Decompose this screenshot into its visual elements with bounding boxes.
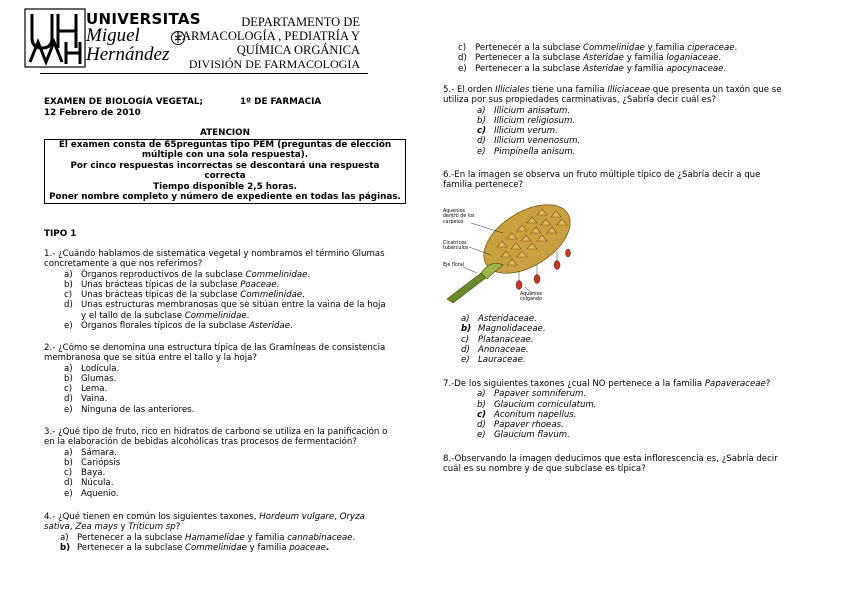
q4-option-b[interactable]: b) Pertenecer a la subclase Commelinidae y familia poaceae. — [60, 542, 330, 553]
dept-line3: QUÍMICA ORGÁNICA — [236, 43, 360, 57]
q2-option-c[interactable]: c) Lema. — [64, 384, 108, 395]
q2-option-a[interactable]: a) Lodícula. — [64, 363, 120, 374]
q3-option-b[interactable]: b) Cariópsis — [64, 457, 121, 468]
exam-date: 12 Febrero de 2010 — [44, 108, 141, 118]
q2-text-line1: 2.- ¿Cómo se denomina una estructura típica de las Gramíneas de consistencia — [44, 343, 386, 353]
atencion-title: ATENCION — [199, 128, 251, 138]
q5-option-b[interactable]: b) Illicium religiosum. — [477, 115, 576, 126]
exam-course: 1º DE FARMACIA — [240, 97, 322, 107]
tipo-heading: TIPO 1 — [44, 229, 77, 239]
q1-text-line1: 1.- ¿Cuándo hablamos de sistemática vegetal y nombramos el término Glumas — [44, 249, 385, 259]
question-3 — [44, 427, 408, 499]
q4-text-line2: sativa, Zea mays y Triticum sp? — [44, 522, 181, 533]
question-7 — [443, 379, 811, 441]
question-4-continued — [458, 43, 828, 74]
q5-option-a[interactable]: a) Illicium anisatum. — [477, 105, 571, 116]
q6-option-e[interactable]: e) Lauraceae. — [461, 355, 526, 366]
atencion-line3: Por cinco respuestas incorrectas se descontará una respuesta — [70, 160, 380, 171]
q1-option-a[interactable]: a) Órganos reproductivos de la subclase Commelinidae. — [64, 269, 311, 280]
atencion-line5: Tiempo disponible 2,5 horas. — [153, 181, 297, 192]
atencion-line4: correcta — [204, 171, 246, 182]
univ-line2: Miguel — [86, 25, 140, 46]
q3-text-line2: en la elaboración de bebidas alcohólicas tras procesos de fermentación? — [44, 437, 357, 448]
univ-line1: UNIVERSITAS — [86, 10, 201, 28]
atencion-line6: Poner nombre completo y número de expediente en todas las páginas. — [49, 192, 401, 203]
fig-label-3: Eje floral — [443, 263, 465, 268]
exam-title: EXAMEN DE BIOLOGÍA VEGETAL; — [44, 97, 204, 107]
q5-option-c[interactable]: c) Illicium verum. — [477, 126, 558, 137]
university-logo — [24, 8, 86, 68]
q4-text-line1: 4.- ¿Qué tienen en común los siguientes taxones, Hordeum vulgare, Oryza — [44, 512, 365, 522]
q7-option-a[interactable]: a) Papaver somniferum. — [477, 389, 587, 400]
q1-option-d[interactable]: d) Unas estructuras membranosas que se sitúan entre la vaina de la hoja — [64, 300, 386, 311]
q2-text-line2: membranosa que se sitúa entre el tallo y la hoja? — [44, 353, 257, 364]
q6-option-b[interactable]: b) Magnolidaceae. — [461, 324, 546, 335]
q6-option-d[interactable]: d) Anonaceae. — [461, 344, 529, 355]
q1-option-b[interactable]: b) Unas brácteas típicas de la subclase Poaceae. — [64, 279, 280, 290]
dept-line4: DIVISIÓN DE FARMACOLOGIA — [188, 57, 360, 71]
atencion-box — [44, 139, 406, 204]
atencion-line1: El examen consta de 65preguntas tipo PEM (preguntas de elección — [58, 140, 392, 150]
q4-option-d[interactable]: d) Pertenecer a la subclase Asteridae y familia loganiaceae. — [458, 53, 722, 64]
q3-option-e[interactable]: e) Aquenio. — [64, 488, 119, 499]
question-6 — [443, 170, 811, 191]
question-8 — [443, 454, 811, 475]
q7-option-c[interactable]: c) Aconitum napellus. — [477, 409, 577, 420]
q4-option-e[interactable]: e) Pertenecer a la subclase Asteridae y familia apocynaceae. — [458, 63, 727, 74]
q3-option-a[interactable]: a) Sámara. — [64, 447, 117, 458]
q7-option-b[interactable]: b) Glaucium corniculatum. — [477, 399, 597, 410]
q4-option-c[interactable]: c) Pertenecer a la subclase Commelinidae y familia ciperaceae. — [458, 43, 738, 53]
question-1 — [44, 249, 408, 331]
umh-logo-icon — [24, 8, 86, 68]
q5-text-line2: utiliza por sus propiedades carminativas, ¿Sabría decir cuál es? — [443, 95, 717, 106]
q2-option-e[interactable]: e) Ninguna de las anteriores. — [64, 404, 195, 415]
atencion-line2: múltiple con una sola respuesta). — [141, 150, 309, 161]
q5-option-d[interactable]: d) Illicium venenosum. — [477, 136, 581, 147]
q1-text-line2: concretamente a que nos referimos? — [44, 259, 203, 270]
q1-option-c[interactable]: c) Unas brácteas típicas de la subclase Commelinidae. — [64, 290, 305, 301]
fig-label-2: Cicatrices tubérculos — [443, 241, 469, 252]
q6-text-line1: 6.-En la imagen se observa un fruto múltiple típico de ¿Sabría decir a que — [443, 170, 761, 180]
q6-text-line2: familia pertenece? — [443, 180, 524, 191]
q3-text-line1: 3.- ¿Qué tipo de fruto, rico en hidratos de carbono se utiliza en la panificación o — [44, 427, 388, 437]
dept-line2: FARMACOLOGÍA , PEDIATRÍA Y — [175, 29, 360, 43]
q7-text-line1: 7.-De los siguientes taxones ¿cual NO pertenece a la familia Papaveraceae? — [443, 379, 771, 389]
dept-line1: DEPARTAMENTO DE — [241, 15, 360, 29]
q7-option-e[interactable]: e) Glaucium flavum. — [477, 430, 570, 441]
q1-option-e[interactable]: e) Órganos florales típicos de la subclase Asteridae. — [64, 321, 293, 332]
header-rule — [40, 73, 368, 74]
q6-option-a[interactable]: a) Asteridaceae. — [461, 314, 537, 324]
question-5 — [443, 85, 811, 157]
question-2 — [44, 343, 408, 415]
fig-label-4: Aquenios colgando — [520, 292, 543, 303]
question-4 — [44, 512, 410, 553]
fig-label-1: Aquenios dentro de los carpelos — [443, 209, 475, 225]
q3-option-d[interactable]: d) Núcula. — [64, 478, 114, 489]
q2-option-d[interactable]: d) Vaina. — [64, 394, 108, 405]
q8-text-line2: cuál es su nombre y de que subclase es típica? — [443, 464, 646, 475]
q6-option-c[interactable]: c) Platanaceae. — [461, 334, 534, 345]
q2-option-b[interactable]: b) Glumas. — [64, 373, 117, 384]
q5-option-e[interactable]: e) Pimpinella anisum. — [477, 146, 576, 157]
q7-option-d[interactable]: d) Papaver rhoeas. — [477, 420, 564, 431]
q3-option-c[interactable]: c) Baya. — [64, 468, 106, 479]
question-6-options — [461, 314, 661, 365]
q4-option-a[interactable]: a) Pertenecer a la subclase Hamamelidae y familia cannabinaceae. — [60, 532, 356, 543]
univ-line3: Hernández — [86, 44, 170, 65]
q5-text-line1: 5.- El orden Illiciales tiene una familia Illiciaceae que presenta un taxón que se — [443, 85, 782, 95]
q1-option-d-cont: y el tallo de la subclase Commelinidae. — [81, 310, 250, 321]
q8-text-line1: 8.-Observando la imagen deducimos que esta inflorescencia es, ¿Sabría decir — [443, 454, 778, 464]
